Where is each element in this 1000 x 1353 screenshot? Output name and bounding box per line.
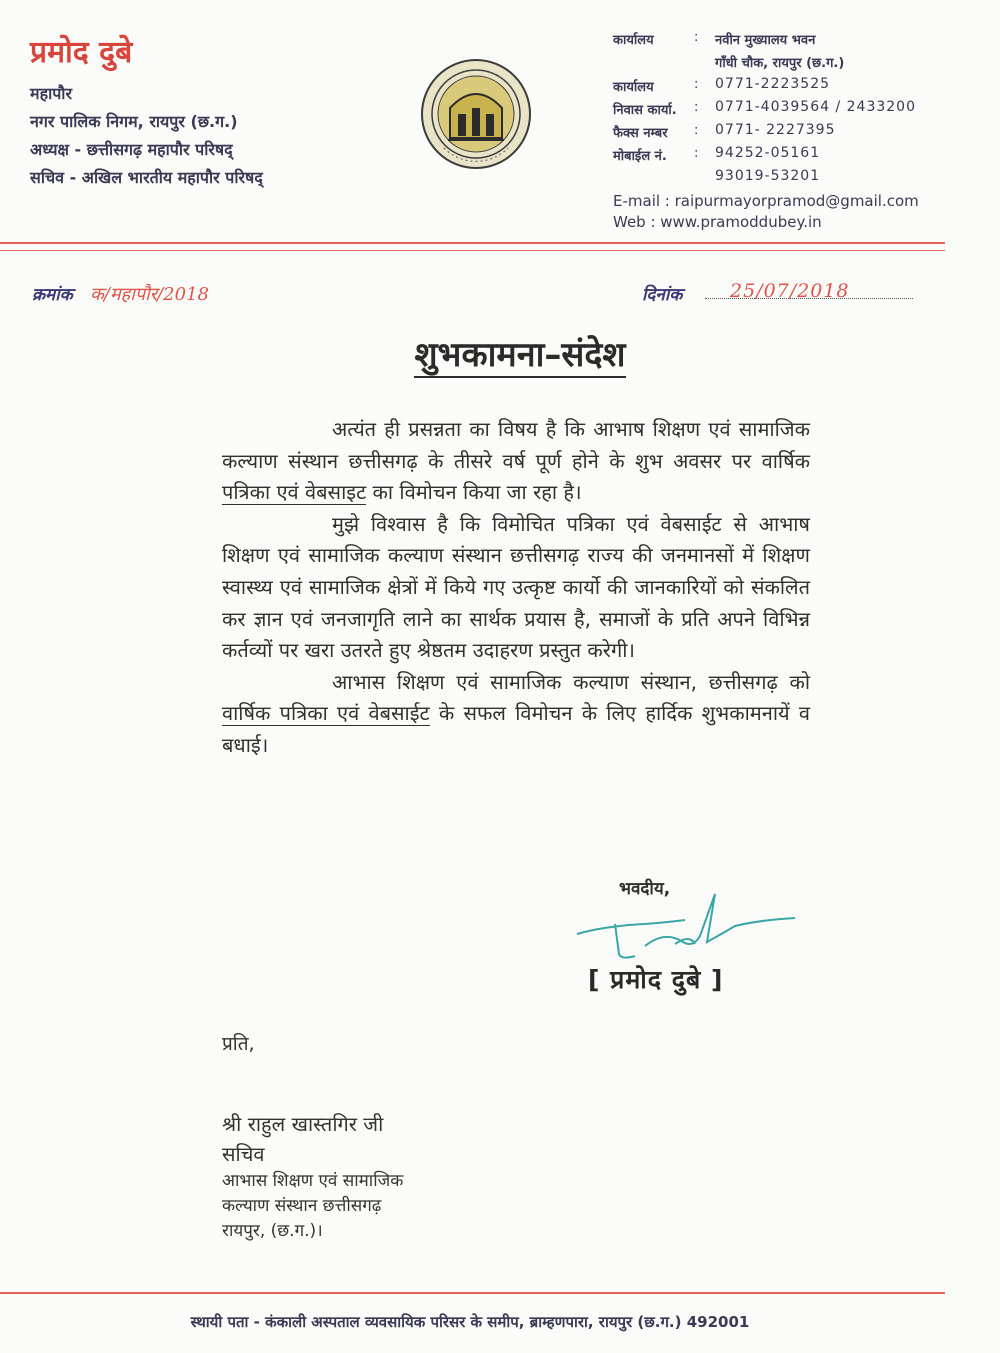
header-rule-top <box>0 242 945 244</box>
contact-residence-phone: 0771-4039564 / 2433200 <box>715 99 916 115</box>
letterhead-line-2: अध्यक्ष - छत्तीसगढ़ महापौर परिषद् <box>30 140 233 159</box>
contact-office-address-1: नवीन मुख्यालय भवन <box>715 33 816 48</box>
contact-label-fax: फैक्स नम्बर <box>613 126 668 141</box>
contact-email[interactable]: E-mail : raipurmayorpramod@gmail.com <box>613 192 919 210</box>
recipient-to: प्रति, <box>222 1033 255 1055</box>
recipient-org-line-1: आभास शिक्षण एवं सामाजिक <box>222 1171 404 1191</box>
contact-office-address-2: गाँधी चौक, रायपुर (छ.ग.) <box>715 56 845 71</box>
body-paragraph-1-end: का विमोचन किया जा रहा है। <box>366 480 582 505</box>
contact-website[interactable]: Web : www.pramoddubey.in <box>613 213 822 231</box>
body-paragraph-3 <box>222 667 810 762</box>
date-label: दिनांक <box>642 285 683 305</box>
recipient-org-line-2: कल्याण संस्थान छत्तीसगढ़ <box>222 1196 382 1216</box>
body-paragraph-1-underlined: पत्रिका एवं वेबसाइट <box>222 480 367 505</box>
contact-colon: : <box>694 123 699 138</box>
letter-title-text: शुभकामना–संदेश <box>414 335 625 378</box>
letterhead-designation: महापौर <box>30 84 72 103</box>
header-rule-bottom <box>0 250 945 251</box>
contact-colon: : <box>694 77 699 92</box>
date-value: 25/07/2018 <box>730 280 850 302</box>
recipient-city: रायपुर, (छ.ग.)। <box>222 1221 323 1241</box>
contact-label-mobile: मोबाईल नं. <box>613 149 667 164</box>
contact-mobile-1: 94252-05161 <box>715 145 821 161</box>
contact-label-office-phone: कार्यालय <box>613 80 654 95</box>
contact-label-office: कार्यालय <box>613 33 654 48</box>
contact-colon: : <box>694 146 699 161</box>
body-paragraph-1-text: अत्यंत ही प्रसन्नता का विषय है कि आभाष शिक्षण एवं सामाजिक कल्याण संस्थान छत्तीसगढ़ के तीसरे वर्ष पूर्ण होने के शुभ अवसर पर वार्षिक <box>222 417 810 473</box>
contact-colon: : <box>694 30 699 45</box>
letterhead-name: प्रमोद दुबे <box>30 35 133 70</box>
body-paragraph-3-text: आभास शिक्षण एवं सामाजिक कल्याण संस्थान, छत्तीसगढ़ को <box>332 669 810 694</box>
body-paragraph-2: मुझे विश्वास है कि विमोचित पत्रिका एवं वेबसाईट से आभाष शिक्षण एवं सामाजिक कल्याण संस्थान छत्तीसगढ़ राज्य की जनमानसों में शिक्षण स्वास्थ्य एवं सामाजिक क्षेत्रों में किये गए उत्कृष्ट कार्यो की जानकारियों को संकलित कर ज्ञान एवं जनजागृति लाने का सार्थक प्रयास है, समाजों के प्रति अपने विभिन्न कर्तव्यों पर खरा उतरते हुए श्रेष्ठतम उदाहरण प्रस्तुत करेगी। <box>222 511 810 663</box>
closing-salutation: भवदीय, <box>619 879 671 899</box>
recipient-name: श्री राहुल खास्तगिर जी <box>222 1112 384 1136</box>
reference-label: क्रमांक <box>32 285 73 305</box>
contact-colon: : <box>694 100 699 115</box>
municipal-seal-icon <box>420 58 532 170</box>
body-paragraph-1 <box>222 414 810 509</box>
footer-address: स्थायी पता - कंकाली अस्पताल व्यवसायिक परिसर के समीप, ब्राम्हणपारा, रायपुर (छ.ग.) 492001 <box>190 1313 750 1331</box>
contact-office-phone: 0771-2223525 <box>715 76 831 92</box>
body-paragraph-3-underlined: वार्षिक पत्रिका एवं वेबसाईट <box>222 701 430 726</box>
letter-body <box>222 414 810 762</box>
footer-rule <box>0 1292 945 1294</box>
letterhead-line-1: नगर पालिक निगम, रायपुर (छ.ग.) <box>30 112 238 131</box>
signature-icon <box>575 886 805 966</box>
contact-mobile-2: 93019-53201 <box>715 168 821 184</box>
reference-number: क/महापौर/2018 <box>90 284 209 305</box>
letter-title <box>0 330 1000 376</box>
contact-fax: 0771- 2227395 <box>715 122 836 138</box>
recipient-post: सचिव <box>222 1142 265 1166</box>
body-paragraph-3-end: के सफल विमोचन के लिए हार्दिक शुभकामनायें व बधाई। <box>222 701 810 757</box>
contact-label-residence: निवास कार्या. <box>613 103 677 118</box>
signer-name: [ प्रमोद दुबे ] <box>588 965 724 994</box>
letterhead-line-3: सचिव - अखिल भारतीय महापौर परिषद् <box>30 168 263 187</box>
